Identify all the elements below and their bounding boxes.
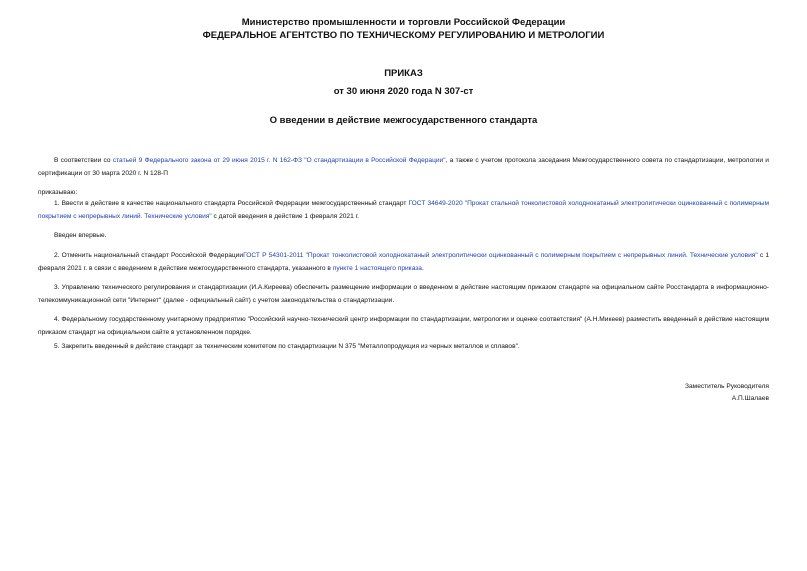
item-2-paragraph — [38, 249, 769, 275]
gost-r-54301-link[interactable]: ГОСТ Р 54301-2011 "Прокат тонколистовой холоднокатаный электролитически оцинкованный с полимерным покрытием с непрерывных линий. Технические условия" — [243, 252, 758, 259]
item-1-text-start: 1. Ввести в действие в качестве национального стандарта Российской Федерации межгосударственный стандарт — [54, 200, 409, 207]
introduced-first-note: Введен впервые. — [54, 232, 107, 239]
signature-name: А.П.Шалаев — [731, 395, 769, 402]
ministry-title: Министерство промышленности и торговли Российской Федерации — [241, 17, 566, 28]
federal-law-link[interactable]: статьей 9 Федерального закона от 29 июня 2015 г. N 162-ФЗ "О стандартизации в Российской Федерации" — [112, 157, 446, 164]
order-word: приказываю: — [38, 189, 78, 196]
item-1-text-end: с датой введения в действие 1 февраля 2021 г. — [211, 213, 360, 220]
document-type: ПРИКАЗ — [384, 68, 423, 79]
document-date-number: от 30 июня 2020 года N 307-ст — [333, 86, 474, 97]
item-5-paragraph: 5. Закрепить введенный в действие стандарт за техническим комитетом по стандартизации N 375 "Металлопродукция из черных металлов и сплавов". — [54, 343, 520, 350]
item-2-text-start: 2. Отменить национальный стандарт Российской Федерации — [54, 252, 244, 259]
signature-position: Заместитель Руководителя — [685, 383, 769, 390]
item-1-reference-link[interactable]: пункте 1 настоящего приказа — [332, 265, 422, 272]
item-4-paragraph: 4. Федеральному государственному унитарному предприятию "Российский научно-технический центр информации по стандартизации, метрологии и оценке соответствия" (А.Н.Микеев) разместить введенный в действие настоящим приказом стандарт на официальном сайте в установленном порядке. — [38, 316, 769, 336]
preamble-text-end: , а также с учетом протокола заседания Межгосударственного совета по стандартизации, метрологии и сертификации от 30 марта 2020 г. N 128-П — [38, 157, 769, 177]
item-1-paragraph — [38, 197, 769, 223]
item-2-text-middle: с 1 февраля 2021 г. в связи с введением в действие межгосударственного стандарта, указанного в — [38, 252, 769, 272]
agency-title: ФЕДЕРАЛЬНОЕ АГЕНТСТВО ПО ТЕХНИЧЕСКОМУ РЕГУЛИРОВАНИЮ И МЕТРОЛОГИИ — [202, 30, 605, 41]
item-3-paragraph: 3. Управлению технического регулирования и стандартизации (И.А.Киреева) обеспечить размещение информации о введенном в действие настоящим приказом стандарте на официальном сайте Росстандарта в информационно-телекоммуникационной сети "Интернет" (далее - официальный сайт) с учетом законодательства о стандартизации. — [38, 284, 769, 304]
preamble-paragraph — [38, 154, 769, 180]
preamble-text-start: В соответствии со — [54, 157, 113, 164]
item-2-text-end: . — [421, 265, 424, 272]
document-subject: О введении в действие межгосударственного стандарта — [269, 115, 538, 126]
gost-34649-link[interactable]: ГОСТ 34649-2020 "Прокат стальной тонколистовой холоднокатаный электролитически оцинкованный с полимерным покрытием с непрерывных линий. Технические условия" — [38, 200, 769, 220]
